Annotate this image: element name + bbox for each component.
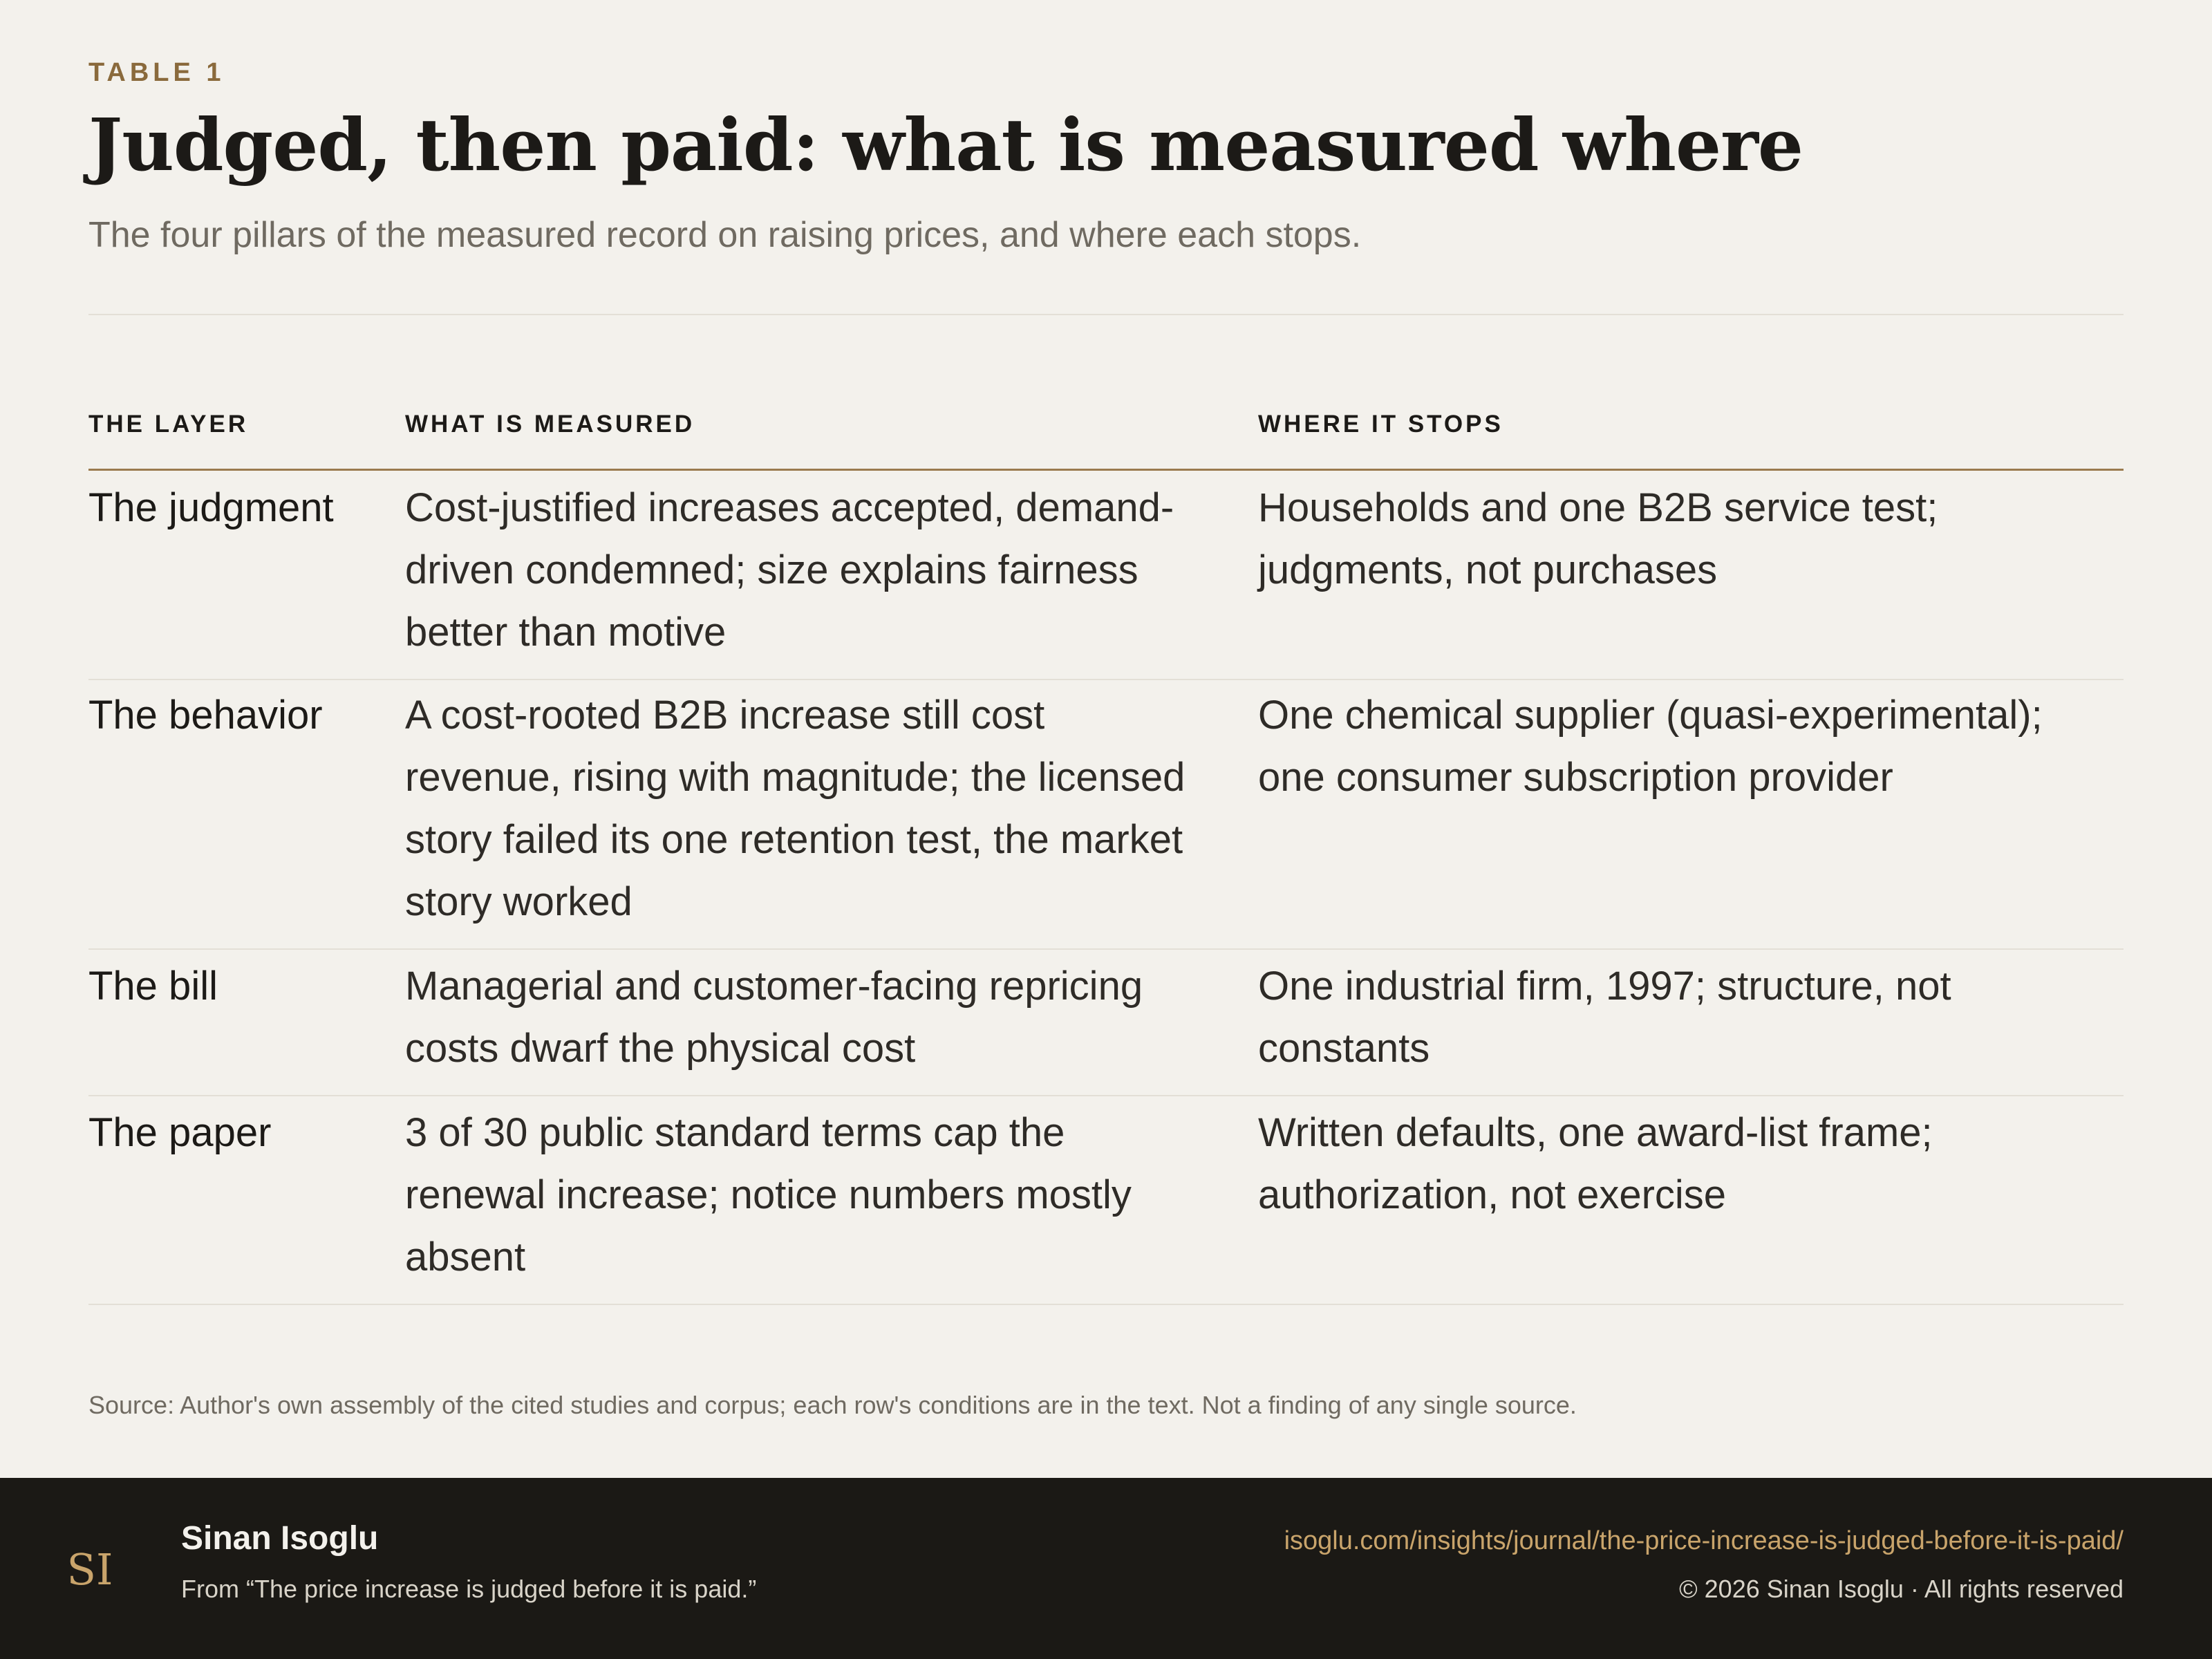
table-kicker: TABLE 1 (88, 58, 225, 87)
layer-cell: The bill (88, 964, 218, 1009)
divider (88, 314, 2124, 315)
layer-cell: The judgment (88, 485, 334, 530)
article-reference: From “The price increase is judged before it is paid.” (181, 1575, 757, 1603)
stops-cell: One industrial firm, 1997; structure, not constants (1258, 964, 1951, 1071)
column-header-layer: THE LAYER (88, 411, 249, 438)
logo-icon (62, 1543, 118, 1598)
copyright: © 2026 Sinan Isoglu · All rights reserved (1679, 1575, 2124, 1603)
layer-cell: The paper (88, 1110, 272, 1155)
svg-text:SI: SI (66, 1544, 113, 1595)
author-name: Sinan Isoglu (181, 1520, 379, 1557)
page-subtitle: The four pillars of the measured record on raising prices, and where each stops. (88, 215, 1362, 255)
column-header-measured: WHAT IS MEASURED (405, 411, 695, 438)
table-row (88, 955, 2124, 1096)
layer-cell: The behavior (88, 693, 323, 738)
measured-cell: Managerial and customer-facing repricing costs dwarf the physical cost (405, 964, 1143, 1071)
stops-cell: Households and one B2B service test; judgments, not purchases (1258, 485, 1938, 592)
table-row (88, 684, 2124, 950)
header-rule (88, 469, 2124, 471)
footer (0, 1478, 2212, 1659)
source-note: Source: Author's own assembly of the cited studies and corpus; each row's conditions are in the text. Not a finding of any single source. (88, 1391, 1577, 1419)
table-header (88, 411, 2124, 438)
measured-cell: Cost-justified increases accepted, demand-driven condemned; size explains fairness better than motive (405, 485, 1174, 655)
table-row (88, 477, 2124, 680)
table-row (88, 1102, 2124, 1305)
measured-cell: 3 of 30 public standard terms cap the renewal increase; notice numbers mostly absent (405, 1110, 1132, 1280)
stops-cell: Written defaults, one award-list frame; authorization, not exercise (1258, 1110, 1933, 1217)
article-link[interactable]: isoglu.com/insights/journal/the-price-increase-is-judged-before-it-is-paid/ (1284, 1526, 2124, 1555)
column-header-stops: WHERE IT STOPS (1258, 411, 1503, 438)
measured-cell: A cost-rooted B2B increase still cost revenue, rising with magnitude; the licensed story failed its one retention test, the market story worked (405, 693, 1185, 924)
page-title: Judged, then paid: what is measured where (88, 102, 1803, 187)
stops-cell: One chemical supplier (quasi-experimental); one consumer subscription provider (1258, 693, 2043, 800)
